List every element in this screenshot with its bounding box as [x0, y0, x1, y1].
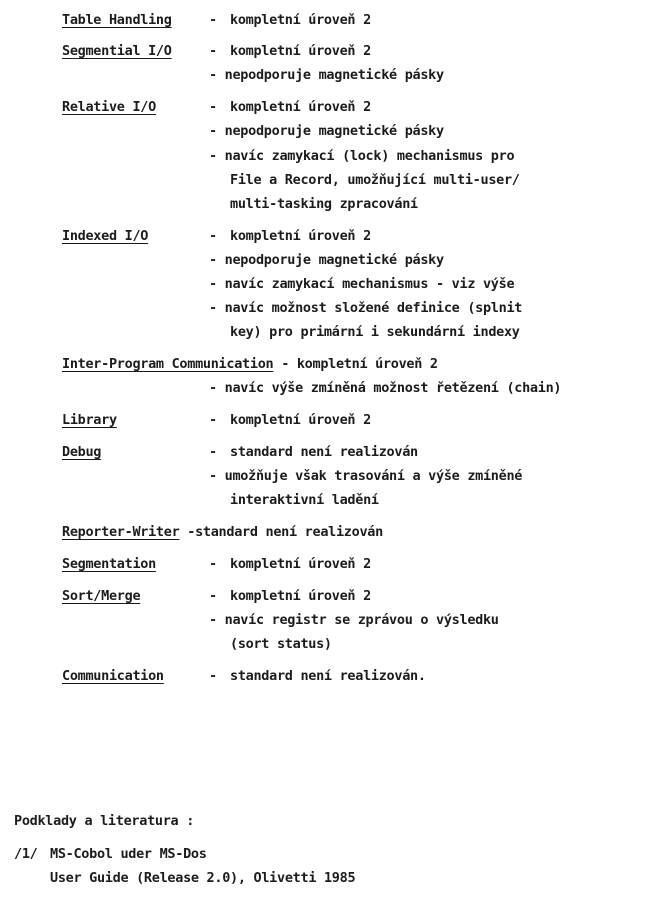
feature-row-reporter-writer — [62, 524, 383, 540]
feature-line: standard není realizován. — [230, 668, 426, 684]
feature-line: - nepodporuje magnetické pásky — [209, 67, 444, 83]
feature-title-inter-program-communication: Inter-Program Communication — [62, 356, 274, 372]
feature-dash: - — [209, 668, 217, 684]
feature-line: - nepodporuje magnetické pásky — [209, 252, 444, 268]
feature-line: multi-tasking zpracování — [230, 196, 418, 212]
feature-dash: - — [209, 444, 217, 460]
reference-line: User Guide (Release 2.0), Olivetti 1985 — [50, 870, 356, 886]
feature-line: kompletní úroveň 2 — [230, 43, 371, 59]
feature-line: kompletní úroveň 2 — [230, 588, 371, 604]
feature-line: (sort status) — [230, 636, 332, 652]
feature-line: - navíc zamykací mechanismus - viz výše — [209, 276, 515, 292]
feature-row-inter-program — [62, 356, 438, 372]
feature-line: standard není realizován — [195, 524, 383, 540]
references-heading: Podklady a literatura : — [14, 813, 195, 829]
feature-line: - nepodporuje magnetické pásky — [209, 123, 444, 139]
feature-line: - navíc možnost složené definice (splnit — [209, 300, 523, 316]
feature-line: standard není realizován — [230, 444, 418, 460]
feature-line: File a Record, umožňující multi-user/ — [230, 172, 520, 188]
feature-line: - navíc zamykací (lock) mechanismus pro — [209, 148, 515, 164]
feature-line: kompletní úroveň 2 — [230, 228, 371, 244]
feature-dash: - — [281, 356, 290, 372]
feature-title-segmentation: Segmentation — [62, 556, 156, 572]
feature-title-indexed-io: Indexed I/O — [62, 228, 149, 244]
feature-dash: - — [187, 524, 196, 540]
feature-dash: - — [209, 12, 217, 28]
feature-title-sort-merge: Sort/Merge — [62, 588, 141, 604]
feature-line: key) pro primární i sekundární indexy — [230, 324, 520, 340]
feature-line: kompletní úroveň 2 — [230, 556, 371, 572]
feature-dash: - — [209, 556, 217, 572]
feature-line: kompletní úroveň 2 — [230, 412, 371, 428]
feature-line: - navíc registr se zprávou o výsledku — [209, 612, 499, 628]
feature-title-communication: Communication — [62, 668, 164, 684]
feature-line: kompletní úroveň 2 — [230, 12, 371, 28]
feature-title-library: Library — [62, 412, 117, 428]
feature-title-table-handling: Table Handling — [62, 12, 172, 28]
feature-line: - umožňuje však trasování a výše zmíněné — [209, 468, 523, 484]
feature-dash: - — [209, 412, 217, 428]
feature-line: interaktivní ladění — [230, 492, 379, 508]
feature-line: kompletní úroveň 2 — [230, 99, 371, 115]
feature-dash: - — [209, 228, 217, 244]
reference-line: MS-Cobol uder MS-Dos — [50, 846, 207, 862]
feature-title-segmential-io: Segmential I/O — [62, 43, 172, 59]
feature-title-debug: Debug — [62, 444, 102, 460]
reference-number: /1/ — [14, 846, 38, 862]
feature-dash: - — [209, 588, 217, 604]
feature-line: kompletní úroveň 2 — [296, 356, 438, 372]
feature-title-reporter-writer: Reporter-Writer — [62, 524, 180, 540]
feature-line: - navíc výše zmíněná možnost řetězení (chain) — [209, 380, 562, 396]
feature-dash: - — [209, 99, 217, 115]
feature-dash: - — [209, 43, 217, 59]
feature-title-relative-io: Relative I/O — [62, 99, 156, 115]
